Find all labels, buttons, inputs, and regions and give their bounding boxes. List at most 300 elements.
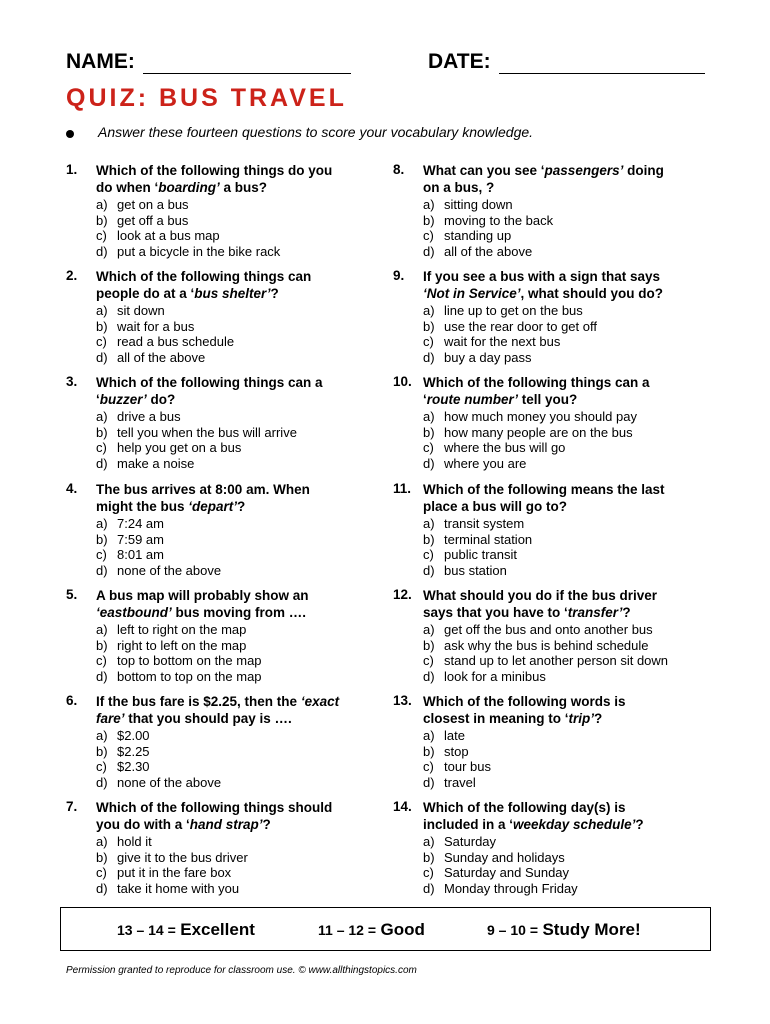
vocabulary-term: transfer’ — [567, 605, 623, 620]
answer-option[interactable] — [423, 409, 673, 425]
answer-option[interactable] — [96, 244, 346, 260]
instruction-row — [66, 124, 706, 144]
option-text: left to right on the map — [117, 622, 247, 637]
answer-option[interactable] — [423, 638, 673, 654]
option-letter: d) — [96, 562, 108, 578]
vocabulary-term: ‘eastbound’ — [96, 605, 172, 620]
option-letter: c) — [96, 334, 107, 349]
question-text-part: What should you do if the bus driver says that you have to ‘ — [423, 588, 658, 620]
option-letter: d) — [423, 668, 435, 684]
question-number: 14. — [393, 799, 412, 814]
question-text-part: If you see a bus with a sign that says — [423, 269, 661, 284]
option-letter: a) — [96, 728, 108, 743]
score-excellent — [117, 920, 255, 940]
option-letter: d) — [96, 455, 108, 471]
option-text: get off a bus — [117, 212, 189, 228]
question-text-part: Which of the following things can a ‘ — [423, 375, 650, 407]
option-text: 8:01 am — [117, 547, 164, 562]
question-text-part: do? — [146, 392, 176, 407]
vocabulary-term: ‘Not in Service’ — [423, 286, 521, 301]
option-letter: a) — [96, 303, 108, 318]
question-heading — [393, 268, 673, 302]
option-letter: d) — [423, 774, 435, 790]
answer-options — [96, 622, 346, 684]
answer-option[interactable] — [96, 881, 346, 897]
question-heading — [66, 799, 346, 833]
option-letter: d) — [423, 562, 435, 578]
vocabulary-term: weekday schedule’ — [513, 817, 636, 832]
option-text: bus station — [444, 562, 507, 578]
option-text: help you get on a bus — [117, 440, 242, 455]
answer-options — [96, 303, 346, 365]
question-text-part: ? — [262, 817, 271, 832]
option-text: hold it — [117, 834, 152, 849]
option-text: bottom to top on the map — [117, 668, 262, 684]
option-letter: a) — [423, 622, 435, 637]
option-text: $2.25 — [117, 743, 150, 759]
answer-option[interactable] — [423, 834, 673, 850]
question-text-part: tell you? — [518, 392, 578, 407]
answer-option[interactable] — [423, 759, 673, 775]
question-heading — [393, 481, 673, 515]
question-number: 12. — [393, 587, 412, 602]
question-item — [393, 162, 673, 259]
question-text-part: ? — [622, 605, 631, 620]
option-letter: a) — [96, 622, 108, 637]
question-item — [393, 374, 673, 471]
option-letter: c) — [423, 653, 434, 668]
answer-option[interactable] — [96, 653, 346, 669]
question-text-part: , what should you do? — [520, 286, 664, 301]
answer-option[interactable] — [96, 228, 346, 244]
option-letter: d) — [96, 349, 108, 365]
question-item — [393, 481, 673, 578]
vocabulary-term: passengers’ — [544, 163, 624, 178]
option-text: Saturday — [444, 834, 497, 849]
answer-option[interactable] — [96, 334, 346, 350]
question-heading — [66, 481, 346, 515]
vocabulary-term: ‘exact fare’ — [96, 694, 340, 726]
option-letter: b) — [423, 318, 435, 334]
option-letter: b) — [423, 212, 435, 228]
option-letter: d) — [96, 774, 108, 790]
question-text — [96, 799, 346, 833]
answer-option[interactable] — [423, 728, 673, 744]
option-letter: a) — [96, 197, 108, 212]
answer-options — [423, 303, 673, 365]
answer-option[interactable] — [96, 759, 346, 775]
bullet-icon — [66, 130, 74, 138]
question-text-part: bus moving from …. — [171, 605, 307, 620]
option-letter: c) — [423, 547, 434, 562]
answer-options — [96, 834, 346, 896]
question-item — [66, 587, 346, 684]
answer-options — [96, 409, 346, 471]
option-letter: d) — [96, 243, 108, 259]
answer-option[interactable] — [423, 563, 673, 579]
option-text: public transit — [444, 547, 517, 562]
option-text: all of the above — [444, 243, 533, 259]
question-text — [96, 693, 346, 727]
question-text-part: Which of the following things do you do when ‘ — [96, 163, 333, 195]
option-text: $2.00 — [117, 728, 150, 743]
date-field — [428, 50, 705, 74]
option-text: 7:59 am — [117, 531, 164, 547]
question-number: 10. — [393, 374, 412, 389]
option-letter: c) — [96, 759, 107, 774]
question-item — [66, 374, 346, 471]
option-text: 7:24 am — [117, 516, 164, 531]
question-heading — [393, 799, 673, 833]
answer-option[interactable] — [423, 547, 673, 563]
option-text: late — [444, 728, 465, 743]
question-text — [423, 481, 673, 515]
answer-option[interactable] — [96, 865, 346, 881]
answer-options — [423, 409, 673, 471]
question-text — [423, 374, 673, 408]
option-letter: a) — [96, 834, 108, 849]
score-label: Excellent — [180, 920, 255, 939]
question-text — [423, 693, 673, 727]
answer-option[interactable] — [96, 669, 346, 685]
score-label: Good — [380, 920, 425, 939]
question-text-part: What can you see ‘ — [423, 163, 545, 178]
answer-option[interactable] — [423, 532, 673, 548]
question-number: 13. — [393, 693, 412, 708]
question-text-part: a bus? — [219, 180, 268, 195]
option-letter: d) — [423, 243, 435, 259]
question-text — [96, 481, 346, 515]
option-letter: d) — [96, 880, 108, 896]
header-row — [66, 50, 706, 80]
option-text: use the rear door to get off — [444, 318, 597, 334]
option-text: make a noise — [117, 455, 195, 471]
answer-option[interactable] — [96, 456, 346, 472]
page-title: QUIZ: BUS TRAVEL — [66, 84, 347, 112]
option-text: get on a bus — [117, 197, 189, 212]
option-text: put it in the fare box — [117, 865, 232, 880]
option-text: where you are — [444, 455, 527, 471]
option-letter: b) — [96, 531, 108, 547]
option-letter: b) — [96, 212, 108, 228]
answer-option[interactable] — [96, 744, 346, 760]
option-text: travel — [444, 774, 476, 790]
option-text: none of the above — [117, 774, 222, 790]
question-text-part: Which of the following things should you do with a ‘ — [96, 800, 333, 832]
question-number: 1. — [66, 162, 78, 177]
option-letter: a) — [423, 303, 435, 318]
answer-option[interactable] — [423, 319, 673, 335]
answer-option[interactable] — [96, 775, 346, 791]
option-text: standing up — [444, 228, 512, 243]
answer-option[interactable] — [423, 775, 673, 791]
option-text: wait for a bus — [117, 318, 195, 334]
option-text: tour bus — [444, 759, 491, 774]
option-text: sitting down — [444, 197, 513, 212]
question-text-part: The bus arrives at 8:00 am. When might the bus — [96, 482, 310, 514]
option-text: all of the above — [117, 349, 206, 365]
question-text-part: that you should pay is …. — [124, 711, 292, 726]
answer-option[interactable] — [96, 638, 346, 654]
option-text: $2.30 — [117, 759, 150, 774]
question-number: 6. — [66, 693, 78, 708]
option-text: top to bottom on the map — [117, 653, 262, 668]
answer-option[interactable] — [423, 334, 673, 350]
answer-option[interactable] — [423, 350, 673, 366]
answer-option[interactable] — [423, 456, 673, 472]
question-heading — [66, 587, 346, 621]
option-text: right to left on the map — [117, 637, 247, 653]
question-text — [423, 799, 673, 833]
answer-option[interactable] — [423, 303, 673, 319]
answer-option[interactable] — [96, 834, 346, 850]
vocabulary-term: bus shelter’ — [194, 286, 271, 301]
option-text: read a bus schedule — [117, 334, 235, 349]
copyright-footer: Permission granted to reproduce for classroom use. © www.allthingstopics.com — [66, 965, 417, 976]
option-text: tell you when the bus will arrive — [117, 424, 297, 440]
option-text: moving to the back — [444, 212, 554, 228]
question-text — [423, 587, 673, 621]
option-letter: a) — [423, 728, 435, 743]
answer-options — [96, 516, 346, 578]
option-text: buy a day pass — [444, 349, 532, 365]
vocabulary-term: buzzer’ — [99, 392, 147, 407]
question-number: 11. — [393, 481, 412, 496]
question-text-part: Which of the following things can a ‘ — [96, 375, 323, 407]
question-text — [96, 162, 346, 196]
option-letter: b) — [96, 849, 108, 865]
answer-options — [96, 728, 346, 790]
option-letter: c) — [423, 334, 434, 349]
question-number: 3. — [66, 374, 78, 389]
instruction-text: Answer these fourteen questions to score your vocabulary knowledge. — [98, 124, 534, 140]
answer-option[interactable] — [96, 350, 346, 366]
answer-option[interactable] — [96, 303, 346, 319]
answer-option[interactable] — [423, 440, 673, 456]
name-blank-line[interactable] — [143, 51, 351, 74]
name-field — [66, 50, 351, 74]
question-heading — [393, 693, 673, 727]
question-item — [66, 481, 346, 578]
option-letter: d) — [423, 880, 435, 896]
question-number: 4. — [66, 481, 78, 496]
option-text: give it to the bus driver — [117, 849, 248, 865]
option-text: look at a bus map — [117, 228, 220, 243]
question-heading — [66, 374, 346, 408]
option-text: drive a bus — [117, 409, 181, 424]
option-letter: d) — [96, 668, 108, 684]
score-range: 9 – 10 = — [487, 922, 538, 938]
option-text: get off the bus and onto another bus — [444, 622, 653, 637]
option-letter: c) — [96, 228, 107, 243]
option-text: line up to get on the bus — [444, 303, 583, 318]
question-item — [393, 268, 673, 365]
question-text-part: ? — [237, 499, 246, 514]
question-heading — [393, 162, 673, 196]
answer-options — [423, 622, 673, 684]
answer-options — [423, 516, 673, 578]
option-letter: b) — [96, 743, 108, 759]
answer-option[interactable] — [423, 197, 673, 213]
option-letter: b) — [423, 424, 435, 440]
question-heading — [66, 162, 346, 196]
option-letter: b) — [423, 743, 435, 759]
question-number: 2. — [66, 268, 78, 283]
option-letter: c) — [96, 653, 107, 668]
answer-options — [96, 197, 346, 259]
vocabulary-term: ‘depart’ — [188, 499, 238, 514]
answer-option[interactable] — [96, 319, 346, 335]
date-blank-line[interactable] — [499, 51, 705, 74]
option-text: terminal station — [444, 531, 533, 547]
question-item — [66, 268, 346, 365]
score-label: Study More! — [542, 920, 641, 939]
question-text-part: Which of the following things can people do at a ‘ — [96, 269, 312, 301]
option-letter: a) — [423, 409, 435, 424]
answer-option[interactable] — [96, 409, 346, 425]
question-item — [66, 799, 346, 896]
answer-option[interactable] — [423, 881, 673, 897]
option-text: ask why the bus is behind schedule — [444, 637, 649, 653]
answer-option[interactable] — [423, 622, 673, 638]
option-letter: c) — [96, 440, 107, 455]
option-text: look for a minibus — [444, 668, 546, 684]
question-heading — [393, 374, 673, 408]
question-number: 8. — [393, 162, 405, 177]
answer-option[interactable] — [423, 516, 673, 532]
option-letter: b) — [423, 849, 435, 865]
name-label: NAME: — [66, 50, 135, 73]
question-text-part: ? — [635, 817, 644, 832]
option-letter: a) — [423, 834, 435, 849]
option-letter: b) — [96, 424, 108, 440]
answer-option[interactable] — [96, 532, 346, 548]
answer-option[interactable] — [96, 850, 346, 866]
option-letter: b) — [96, 637, 108, 653]
answer-option[interactable] — [96, 425, 346, 441]
answer-options — [423, 197, 673, 259]
question-item — [66, 162, 346, 259]
option-letter: a) — [423, 197, 435, 212]
answer-option[interactable] — [423, 669, 673, 685]
answer-option[interactable] — [96, 440, 346, 456]
vocabulary-term: route number’ — [426, 392, 519, 407]
option-text: Monday through Friday — [444, 880, 578, 896]
option-text: how much money you should pay — [444, 409, 637, 424]
option-letter: a) — [96, 409, 108, 424]
answer-option[interactable] — [423, 850, 673, 866]
option-text: transit system — [444, 516, 525, 531]
option-letter: c) — [96, 547, 107, 562]
question-number: 9. — [393, 268, 405, 283]
question-item — [393, 587, 673, 684]
option-text: wait for the next bus — [444, 334, 561, 349]
answer-option[interactable] — [96, 213, 346, 229]
question-item — [393, 799, 673, 896]
question-text-part: ? — [270, 286, 279, 301]
answer-option[interactable] — [423, 865, 673, 881]
option-text: Saturday and Sunday — [444, 865, 570, 880]
question-heading — [393, 587, 673, 621]
option-letter: a) — [423, 516, 435, 531]
answer-option[interactable] — [423, 244, 673, 260]
answer-options — [423, 834, 673, 896]
option-text: put a bicycle in the bike rack — [117, 243, 281, 259]
option-letter: c) — [423, 865, 434, 880]
answer-option[interactable] — [96, 516, 346, 532]
option-letter: b) — [423, 637, 435, 653]
question-number: 7. — [66, 799, 78, 814]
question-item — [66, 693, 346, 790]
option-text: sit down — [117, 303, 165, 318]
answer-option[interactable] — [423, 653, 673, 669]
vocabulary-term: trip’ — [568, 711, 595, 726]
option-letter: b) — [423, 531, 435, 547]
option-letter: d) — [423, 349, 435, 365]
question-text — [96, 374, 346, 408]
date-label: DATE: — [428, 50, 491, 73]
option-text: Sunday and holidays — [444, 849, 565, 865]
option-letter: c) — [423, 440, 434, 455]
score-range: 11 – 12 = — [318, 922, 377, 938]
question-number: 5. — [66, 587, 78, 602]
score-range: 13 – 14 = — [117, 922, 176, 938]
option-text: take it home with you — [117, 880, 240, 896]
answer-options — [423, 728, 673, 790]
question-text — [96, 587, 346, 621]
scoring-box — [60, 907, 711, 951]
question-item — [393, 693, 673, 790]
answer-option[interactable] — [96, 197, 346, 213]
question-text-part: doing on a bus, ? — [423, 163, 664, 195]
question-text-part: A bus map will probably show an — [96, 588, 309, 603]
option-letter: a) — [96, 516, 108, 531]
option-text: how many people are on the bus — [444, 424, 633, 440]
question-text — [96, 268, 346, 302]
question-text — [423, 268, 673, 302]
question-heading — [66, 268, 346, 302]
option-text: where the bus will go — [444, 440, 566, 455]
question-text-part: Which of the following day(s) is included in a ‘ — [423, 800, 626, 832]
score-study-more — [487, 920, 641, 940]
option-letter: c) — [423, 228, 434, 243]
answer-option[interactable] — [423, 744, 673, 760]
option-text: none of the above — [117, 562, 222, 578]
question-heading — [66, 693, 346, 727]
answer-option[interactable] — [423, 425, 673, 441]
answer-option[interactable] — [96, 563, 346, 579]
option-letter: b) — [96, 318, 108, 334]
option-letter: c) — [96, 865, 107, 880]
question-text-part: Which of the following means the last place a bus will go to? — [423, 482, 665, 514]
option-text: stand up to let another person sit down — [444, 653, 669, 668]
vocabulary-term: hand strap’ — [189, 817, 263, 832]
answer-option[interactable] — [96, 622, 346, 638]
answer-option[interactable] — [423, 213, 673, 229]
answer-option[interactable] — [96, 547, 346, 563]
answer-option[interactable] — [423, 228, 673, 244]
score-good — [318, 920, 425, 940]
question-text-part: Which of the following words is closest in meaning to ‘ — [423, 694, 626, 726]
vocabulary-term: boarding’ — [158, 180, 220, 195]
option-letter: c) — [423, 759, 434, 774]
option-text: stop — [444, 743, 469, 759]
question-text-part: ? — [594, 711, 603, 726]
question-text-part: If the bus fare is $2.25, then the — [96, 694, 301, 709]
option-letter: d) — [423, 455, 435, 471]
answer-option[interactable] — [96, 728, 346, 744]
question-text — [423, 162, 673, 196]
